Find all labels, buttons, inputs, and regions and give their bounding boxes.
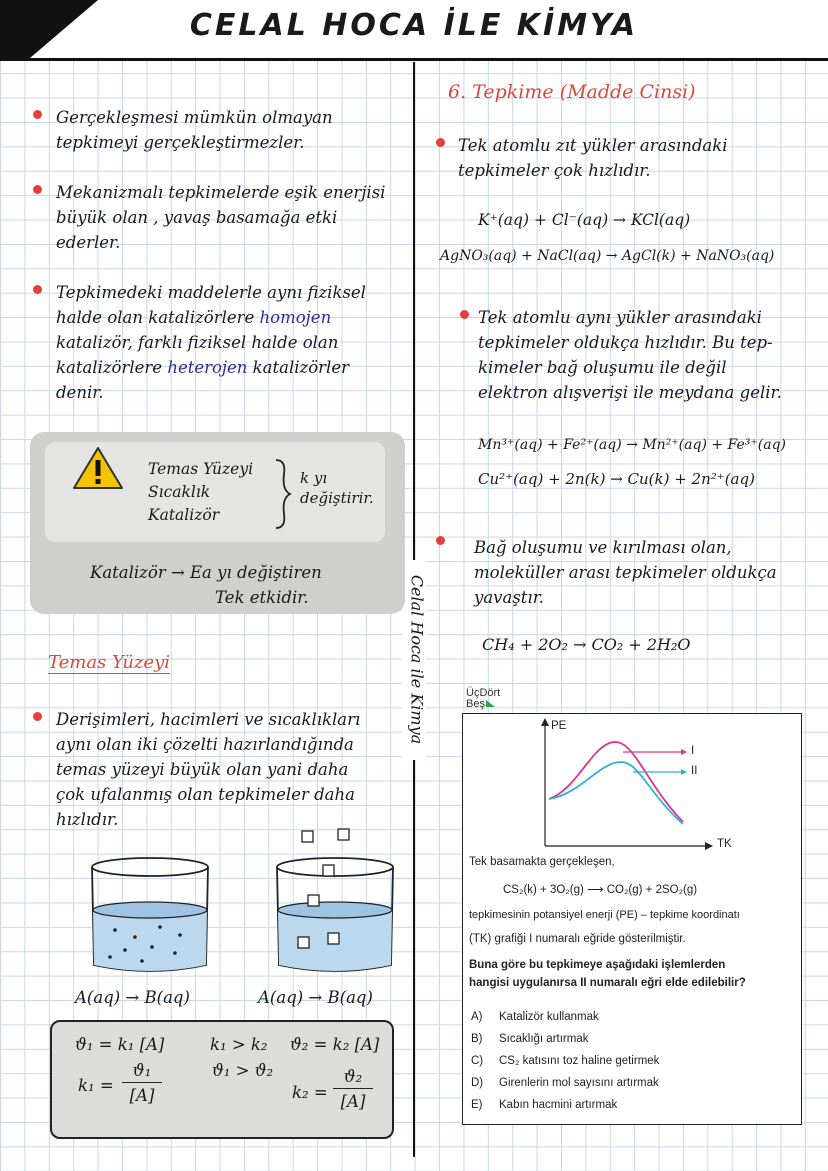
text-line: katalizör, farklı fiziksel halde olan bbox=[56, 333, 339, 352]
text-line: Tek atomlu zıt yükler arasındaki bbox=[458, 136, 728, 155]
option-letter: D) bbox=[471, 1077, 484, 1089]
formula-2: k₁ > k₂ bbox=[210, 1035, 268, 1054]
text-line: yavaştır. bbox=[474, 588, 545, 607]
bullet-dot bbox=[436, 536, 445, 545]
formula-1: ϑ₁ = k₁ [A] bbox=[75, 1035, 165, 1054]
logo-triangle-icon bbox=[486, 700, 495, 707]
option-d[interactable] bbox=[471, 1077, 659, 1089]
question-line-1: Tek basamakta gerçekleşen, bbox=[469, 856, 615, 868]
text-line: Mekanizmalı tepkimelerde eşik enerjisi bbox=[56, 183, 386, 202]
bullet-dot bbox=[33, 110, 42, 119]
curve-I bbox=[549, 742, 683, 822]
formula-6-denominator: [A] bbox=[340, 1092, 366, 1111]
energy-diagram bbox=[463, 714, 799, 854]
option-text: Sıcaklığı artırmak bbox=[499, 1033, 589, 1045]
question-prompt-1: Buna göre bu tepkimeye aşağıdaki işlemlerden bbox=[469, 959, 726, 971]
heterojen-term: heterojen bbox=[167, 358, 248, 377]
text-line: çok ufalanmış olan tepkimeler daha bbox=[56, 785, 355, 804]
text-segment: halde olan katalizörlere bbox=[56, 308, 260, 327]
option-a[interactable] bbox=[471, 1011, 599, 1023]
text-line: Bağ oluşumu ve kırılması olan, bbox=[474, 538, 732, 557]
beakers-illustration bbox=[80, 825, 400, 985]
option-letter: B) bbox=[471, 1033, 483, 1045]
formula-3: ϑ₂ = k₂ [A] bbox=[290, 1035, 380, 1054]
equation-2: AgNO₃(aq) + NaCl(aq) → AgCl(k) + NaNO₃(aq) bbox=[440, 248, 775, 264]
text-line: ederler. bbox=[56, 233, 121, 252]
formula-6-lhs: k₂ = bbox=[292, 1083, 328, 1102]
beaker-solid-pieces bbox=[277, 829, 393, 971]
axis-y-label: PE bbox=[551, 720, 567, 732]
warning-list bbox=[148, 458, 253, 527]
text-line: tepkimeyi gerçekleştirmezler. bbox=[56, 133, 305, 152]
curve-II-label: II bbox=[691, 765, 698, 777]
question-box bbox=[462, 713, 802, 1125]
left-bullet-4 bbox=[56, 707, 360, 832]
right-bullet-3 bbox=[474, 535, 777, 610]
text-line: elektron alışverişi ile meydana gelir. bbox=[478, 383, 782, 402]
option-letter: E) bbox=[471, 1099, 483, 1111]
bullet-dot bbox=[460, 310, 469, 319]
text-line: temas yüzeyi büyük olan yani daha bbox=[56, 760, 349, 779]
option-letter: C) bbox=[471, 1055, 484, 1067]
side-label: Celal Hoca ile Kimya bbox=[407, 574, 427, 745]
bullet-dot bbox=[33, 712, 42, 721]
text-line: tepkimeler oldukça hızlıdır. Bu tep- bbox=[478, 333, 773, 352]
text-line: moleküller arası tepkimeler oldukça bbox=[474, 563, 777, 582]
option-text: Katalizör kullanmak bbox=[499, 1011, 599, 1023]
text-line: Derişimleri, hacimleri ve sıcaklıkları bbox=[56, 710, 361, 729]
text-line: k yı bbox=[300, 469, 328, 487]
left-bullet-3 bbox=[56, 280, 366, 405]
warning-item: Sıcaklık bbox=[148, 483, 211, 501]
formula-4-denominator: [A] bbox=[129, 1086, 155, 1105]
beaker-label-1: A(aq) → B(aq) bbox=[75, 988, 190, 1007]
text-line bbox=[56, 305, 366, 330]
text-line bbox=[56, 355, 366, 380]
right-heading: 6. Tepkime (Madde Cinsi) bbox=[448, 81, 696, 103]
formula-4-numerator: ϑ₁ bbox=[122, 1060, 162, 1083]
equation-4: Cu²⁺(aq) + 2n(k) → Cu(k) + 2n²⁺(aq) bbox=[478, 470, 755, 488]
publisher-logo bbox=[466, 688, 500, 710]
bullet-dot bbox=[33, 185, 42, 194]
left-bullet-1 bbox=[56, 105, 333, 155]
equation-3: Mn³⁺(aq) + Fe²⁺(aq) → Mn²⁺(aq) + Fe³⁺(aq) bbox=[478, 437, 786, 453]
logo-text: Beş bbox=[466, 698, 485, 710]
axis-x-label: TK bbox=[717, 838, 732, 850]
text-line: Tepkimedeki maddelerle aynı fiziksel bbox=[56, 283, 366, 302]
text-line: Katalizör → Ea yı değiştiren bbox=[90, 563, 322, 582]
warning-item: Katalizör bbox=[148, 506, 220, 524]
right-bullet-1 bbox=[458, 133, 728, 183]
curve-II bbox=[549, 762, 683, 824]
text-line: büyük olan , yavaş basamağa etki bbox=[56, 208, 338, 227]
option-text: Girenlerin mol sayısını artırmak bbox=[499, 1077, 659, 1089]
brace-text bbox=[300, 468, 374, 508]
text-line: Tek atomlu aynı yükler arasındaki bbox=[478, 308, 762, 327]
warning-item: Temas Yüzeyi bbox=[148, 460, 254, 478]
brace-icon bbox=[272, 458, 292, 530]
text-line: değiştirir. bbox=[300, 489, 374, 507]
question-prompt-2: hangisi uygulanırsa II numaralı eğri elde edilebilir? bbox=[469, 977, 746, 989]
left-bullet-2 bbox=[56, 180, 385, 255]
equation-5: CH₄ + 2O₂ → CO₂ + 2H₂O bbox=[482, 635, 691, 654]
text-line: kimeler bağ oluşumu ile değil bbox=[478, 358, 727, 377]
text-segment: katalizörler bbox=[247, 358, 349, 377]
bullet-dot bbox=[436, 138, 445, 147]
text-line: Tek etkidir. bbox=[215, 588, 309, 607]
option-text: Kabın hacmini artırmak bbox=[499, 1099, 618, 1111]
option-letter: A) bbox=[471, 1011, 483, 1023]
option-e[interactable] bbox=[471, 1099, 617, 1111]
question-line-2: tepkimesinin potansiyel enerji (PE) – tepkime koordinatı bbox=[469, 909, 740, 921]
formula-4-lhs: k₁ = bbox=[78, 1076, 114, 1095]
text-line: denir. bbox=[56, 383, 104, 402]
logo-line: ÜçDört bbox=[466, 687, 501, 699]
beaker-label-2: A(aq) → B(aq) bbox=[258, 988, 373, 1007]
homojen-term: homojen bbox=[259, 308, 332, 327]
option-b[interactable] bbox=[471, 1033, 588, 1045]
text-line: Gerçekleşmesi mümkün olmayan bbox=[56, 108, 333, 127]
page-title: CELAL HOCA İLE KİMYA bbox=[189, 8, 639, 43]
text-line: tepkimeler çok hızlıdır. bbox=[458, 161, 651, 180]
warning-icon bbox=[72, 445, 124, 491]
curve-I-label: I bbox=[691, 745, 695, 757]
formula-6-numerator: ϑ₂ bbox=[333, 1066, 373, 1089]
question-line-3: (TK) grafiği I numaralı eğride gösterilmiştir. bbox=[469, 933, 686, 945]
logo-line-2 bbox=[466, 699, 500, 710]
text-line: aynı olan iki çözelti hazırlandığında bbox=[56, 735, 354, 754]
beaker-dissolved bbox=[92, 858, 208, 971]
bullet-dot bbox=[33, 285, 42, 294]
equation-1: K⁺(aq) + Cl⁻(aq) → KCl(aq) bbox=[478, 211, 691, 229]
formula-5: ϑ₁ > ϑ₂ bbox=[212, 1061, 274, 1080]
katalizor-note bbox=[90, 560, 322, 610]
question-reaction: CS₂(k) + 3O₂(g) ⟶ CO₂(g) + 2SO₂(g) bbox=[503, 884, 698, 896]
temas-heading: Temas Yüzeyi bbox=[48, 652, 170, 673]
option-c[interactable] bbox=[471, 1055, 659, 1067]
right-bullet-2 bbox=[478, 305, 782, 405]
text-segment: katalizörlere bbox=[56, 358, 168, 377]
text-line: hızlıdır. bbox=[56, 810, 119, 829]
option-text: CS₂ katısını toz haline getirmek bbox=[499, 1055, 660, 1067]
